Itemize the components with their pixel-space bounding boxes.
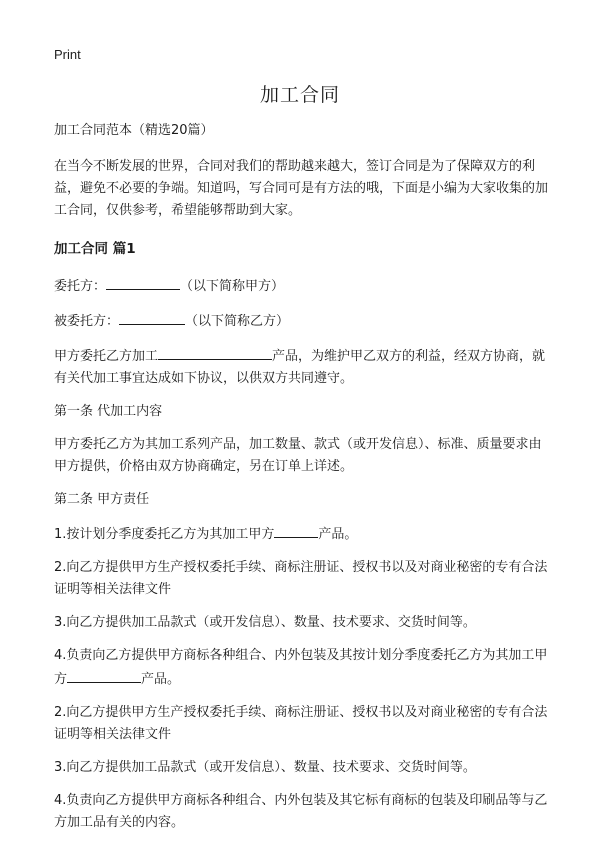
section1-title: 第一条 代加工内容 (54, 404, 163, 419)
agent-line (54, 309, 550, 333)
item1-blank (274, 522, 318, 538)
responsibility-item-2: 2.向乙方提供甲方生产授权委托手续、商标注册证、授权书以及对商业秘密的专有合法证明等相关法律文件 (54, 560, 548, 597)
purpose-prefix: 甲方委托乙方加工 (54, 349, 159, 364)
document-title: 加工合同 (259, 84, 340, 106)
document-subtitle: 加工合同范本（精选20篇） (54, 123, 214, 138)
responsibility-item-7: 4.负责向乙方提供甲方商标各种组合、内外包装及其它标有商标的包装及印刷品等与乙方加工品有关的内容。 (54, 793, 548, 830)
agent-suffix: （以下简称乙方） (185, 314, 290, 329)
intro-paragraph: 在当今不断发展的世界，合同对我们的帮助越来越大，签订合同是为了保障双方的利益，避免不必要的争端。知道吗，写合同可是有方法的哦，下面是小编为大家收集的加工合同，仅供参考，希望能够帮助到大家。 (54, 159, 549, 218)
item1-suffix: 产品。 (318, 527, 358, 542)
section2-title: 第二条 甲方责任 (54, 492, 150, 507)
responsibility-item-6: 3.向乙方提供加工品款式（或开发信息）、数量、技术要求、交货时间等。 (54, 760, 476, 775)
principal-line (54, 274, 550, 298)
responsibility-item-3: 3.向乙方提供加工品款式（或开发信息）、数量、技术要求、交货时间等。 (54, 615, 476, 630)
principal-blank (106, 274, 180, 290)
responsibility-item-5: 2.向乙方提供甲方生产授权委托手续、商标注册证、授权书以及对商业秘密的专有合法证明等相关法律文件 (54, 705, 548, 742)
purpose-blank (158, 344, 272, 360)
responsibility-item-1 (54, 522, 550, 546)
agent-label: 被委托方： (54, 314, 120, 329)
item4-blank (67, 667, 141, 683)
item4-prefix: 4.负责向乙方提供甲方商标各种组合、内外包装及其按计划分季度委托乙方为其加工甲方 (54, 648, 548, 687)
document-body (54, 120, 550, 845)
purpose-suffix: 产品，为维护甲乙双方的利益，经双方协商，就有关代加工事宜达成如下协议，以供双方共同遵守。 (54, 349, 546, 386)
principal-label: 委托方： (54, 279, 107, 294)
print-link[interactable]: Print (54, 47, 81, 62)
section1-body: 甲方委托乙方为其加工系列产品，加工数量、款式（或开发信息）、标准、质量要求由甲方提供，价格由双方协商确定，另在订单上详述。 (54, 437, 542, 474)
item4-suffix: 产品。 (141, 672, 181, 687)
agent-blank (119, 309, 185, 325)
article-heading: 加工合同 篇1 (54, 241, 136, 257)
responsibility-item-4 (54, 645, 550, 691)
purpose-paragraph (54, 344, 550, 390)
item1-prefix: 1.按计划分季度委托乙方为其加工甲方 (54, 527, 275, 542)
principal-suffix: （以下简称甲方） (180, 279, 285, 294)
